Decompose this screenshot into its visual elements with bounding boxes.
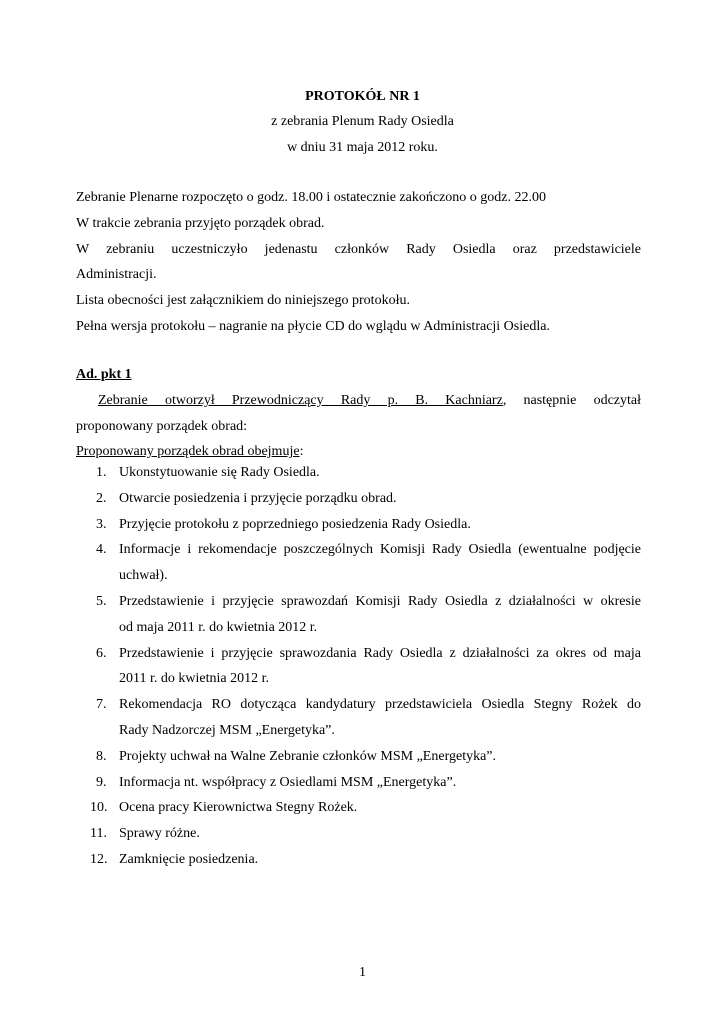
list-item — [76, 486, 641, 512]
list-item-number: 9. — [96, 774, 107, 790]
intro-line-attendance-cont: Administracji. — [76, 267, 157, 283]
intro-line-attendance: W zebraniu uczestniczyło jedenastu członków Rady Osiedla oraz przedstawiciele — [76, 241, 641, 257]
agenda-intro-colon: : — [299, 444, 304, 460]
opening-rest-text: , następnie odczytał — [502, 392, 641, 408]
list-item-text: Zamknięcie posiedzenia. — [119, 851, 259, 867]
section-1-heading: Ad. pkt 1 — [76, 367, 132, 382]
page-number: 1 — [359, 965, 366, 980]
intro-line-attendance-list: Lista obecności jest załącznikiem do niniejszego protokołu. — [76, 293, 410, 309]
list-item-number: 8. — [96, 748, 107, 764]
list-item-number: 12. — [90, 851, 108, 867]
list-item-text-cont: Rady Nadzorczej MSM „Energetyka”. — [119, 722, 335, 738]
list-item — [76, 460, 641, 486]
opening-chair-text: Zebranie otworzył Przewodniczący Rady p. B. Kachniarz — [98, 392, 503, 408]
list-item-text: Przedstawienie i przyjęcie sprawozdania Rady Osiedla z działalności za okres od maja — [119, 645, 641, 661]
list-item-text: Przyjęcie protokołu z poprzedniego posiedzenia Rady Osiedla. — [119, 516, 471, 532]
section-1-opening-line-2: proponowany porządek obrad: — [76, 418, 248, 434]
list-item — [76, 744, 641, 770]
list-item-text: Sprawy różne. — [119, 826, 200, 842]
list-item — [76, 795, 641, 821]
list-item — [76, 537, 641, 589]
intro-line-agenda: W trakcie zebrania przyjęto porządek obrad. — [76, 215, 325, 231]
list-item — [76, 589, 641, 641]
intro-line-recording: Pełna wersja protokołu – nagranie na płycie CD do wglądu w Administracji Osiedla. — [76, 318, 550, 334]
list-item-text-cont: uchwał). — [119, 568, 168, 584]
list-item-text: Ocena pracy Kierownictwa Stegny Rożek. — [119, 800, 358, 816]
list-item-text: Rekomendacja RO dotycząca kandydatury przedstawiciela Osiedla Stegny Rożek do — [119, 697, 641, 713]
meeting-date: w dniu 31 maja 2012 roku. — [287, 140, 438, 155]
list-item-number: 3. — [96, 516, 107, 532]
list-item-number: 2. — [96, 490, 107, 506]
list-item-text: Projekty uchwał na Walne Zebranie członków MSM „Energetyka”. — [119, 748, 497, 764]
list-item — [76, 821, 641, 847]
list-item-number: 6. — [96, 645, 107, 661]
list-item — [76, 770, 641, 796]
intro-paragraph — [76, 185, 641, 340]
list-item-number: 1. — [96, 465, 107, 480]
section-1-opening-line — [76, 388, 641, 414]
list-item-text-cont: 2011 r. do kwietnia 2012 r. — [119, 671, 269, 687]
list-item — [76, 512, 641, 538]
section-1 — [76, 362, 641, 465]
document-subtitle: z zebrania Plenum Rady Osiedla — [271, 114, 454, 129]
list-item-text: Informacje i rekomendacje poszczególnych Komisji Rady Osiedla (ewentualne podjęcie — [119, 542, 641, 558]
list-item-number: 4. — [96, 542, 107, 558]
list-item — [76, 641, 641, 693]
list-item-text: Informacja nt. współpracy z Osiedlami MSM „Energetyka”. — [119, 774, 457, 790]
intro-line-times: Zebranie Plenarne rozpoczęto o godz. 18.00 i ostatecznie zakończono o godz. 22.00 — [76, 190, 546, 205]
list-item-text: Ukonstytuowanie się Rady Osiedla. — [119, 465, 320, 480]
list-item-text-cont: od maja 2011 r. do kwietnia 2012 r. — [119, 619, 318, 635]
list-item-text: Przedstawienie i przyjęcie sprawozdań Komisji Rady Osiedla z działalności w okresie — [119, 593, 641, 609]
list-item-text: Otwarcie posiedzenia i przyjęcie porządku obrad. — [119, 490, 397, 506]
list-item — [76, 692, 641, 744]
list-item-number: 7. — [96, 697, 107, 713]
list-item-number: 5. — [96, 593, 107, 609]
list-item-number: 10. — [90, 800, 108, 816]
agenda-intro-text: Proponowany porządek obrad obejmuje — [76, 444, 300, 460]
document-title: PROTOKÓŁ NR 1 — [305, 89, 420, 104]
list-item — [76, 847, 641, 873]
agenda-list — [76, 460, 641, 873]
list-item-number: 11. — [90, 826, 107, 842]
